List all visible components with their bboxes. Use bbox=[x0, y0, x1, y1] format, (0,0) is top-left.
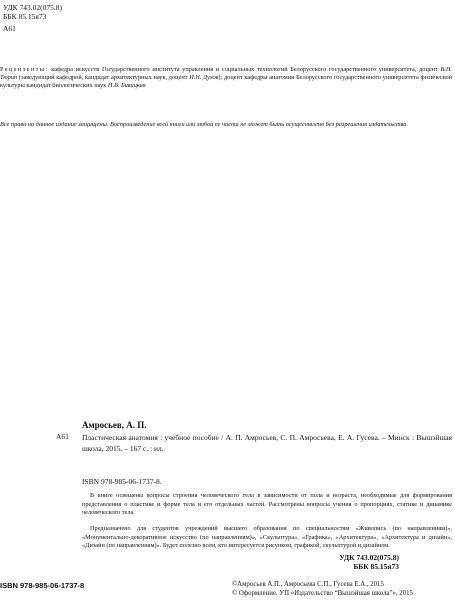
record-description: Пластическая анатомия : учебное пособие / А. П. Амросьев, С. П. Амросьева, Е. А. Гусева. – Минск : Вышэйшая школа, 2015. – 167 с. : ил. bbox=[82, 433, 452, 453]
reviewers-text-1: кафедра искусств Государственного института управления и социальных технологий Белорусского государственного университета, доцент bbox=[48, 66, 441, 73]
rights-notice: Все права на данное издание защищены. Воспроизведение всей книги или любой ее части не может быть осуществлено без разрешения издательства. bbox=[0, 121, 409, 128]
reviewer-name-1: В.П. Тюрин bbox=[0, 66, 452, 81]
reviewer-name-2: И.Н. Духов bbox=[189, 74, 219, 81]
record-isbn: ISBN 978-985-06-1737-8. bbox=[82, 477, 162, 486]
reviewers-text-3: ); доцент кафедры анатомии Белорусского государственного университета физической культуры кандидат биологических наук bbox=[0, 74, 452, 89]
reviewers-label: Рецензенты: bbox=[0, 66, 49, 73]
copyright-design: © Оформление. УП «Издательство “Вышэйшая школа”», 2015 bbox=[232, 590, 413, 597]
reviewers-text-2: (заведующий кафедрой, кандидат архитектурных наук, доцент bbox=[17, 74, 190, 81]
bbk-code: ББК 85.15я73 bbox=[3, 12, 47, 21]
record-index: А61 bbox=[56, 432, 69, 441]
copyright-authors: ©Амросьев А.П., Амросьева С.П., Гусева Е.А., 2015 bbox=[232, 581, 384, 588]
annotation-paragraph-2: Предназначено для студентов учреждений высшего образования по специальностям «Живопись (по направлениям)», «Монументально-декоративное искусство (по направлениям)», «Скульптура», «Графика», «Архитектура», «Архитектура и дизайн», «Дизайн (по направлениям)». Будет полезно всем, кто интересуется рисунком, графикой, скульптурой и дизайном. bbox=[82, 525, 452, 549]
footer-isbn: ISBN 978-985-06-1737-8 bbox=[0, 581, 85, 590]
author-index: А61 bbox=[3, 24, 16, 33]
footer-bbk: ББК 85.15я73 bbox=[353, 562, 399, 571]
record-author: Амросьев, А. П. bbox=[82, 420, 147, 430]
udk-code: УДК 743.02(075.8) bbox=[3, 3, 63, 12]
reviewers-block bbox=[0, 66, 452, 90]
annotation-paragraph-1: В книге освещены вопросы строения человеческого тела в зависимости от пола и возраста, необходимые для формирования представления о пластике и форме тела и его отдельных частей. Рассмотрены вопросы учения о пропорциях, статике и динамике человеческого тела. bbox=[82, 492, 452, 516]
reviewer-name-3: Н.В. Бивицкая bbox=[107, 82, 146, 89]
footer-udk: УДК 743.02(075.8) bbox=[339, 553, 399, 562]
